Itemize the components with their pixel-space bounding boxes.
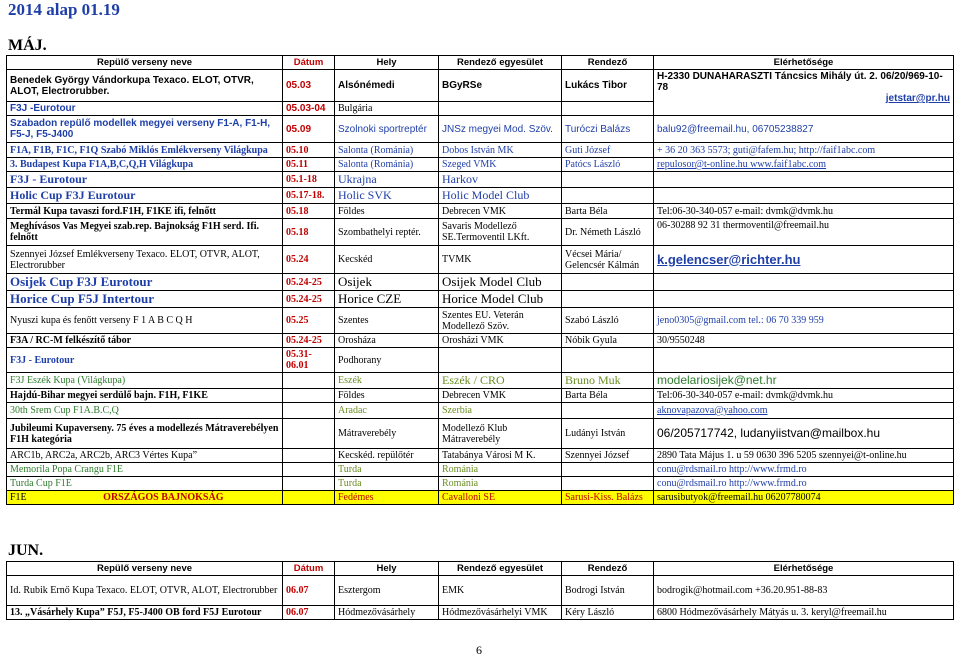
event-org: Lukács Tibor (562, 70, 654, 102)
event-club: Holic Model Club (439, 188, 562, 204)
event-contact (654, 291, 954, 308)
event-date (283, 389, 335, 403)
event-name: Nyuszi kupa és fenőtt verseny F 1 A B C Q H (7, 308, 283, 334)
event-date: 05.03-04 (283, 102, 335, 116)
event-org (562, 477, 654, 491)
event-place: Eszék (335, 373, 439, 389)
event-org (562, 348, 654, 373)
event-contact[interactable]: 6800 Hódmezővásárhely Mátyás u. 3. keryl@freemail.hu (654, 606, 954, 620)
event-name: Osijek Cup F3J Eurotour (7, 274, 283, 291)
event-org: Bruno Muk (562, 373, 654, 389)
event-name: Memorila Popa Crangu F1E (7, 463, 283, 477)
event-name: Termál Kupa tavaszi ford.F1H, F1KE ifi, felnőtt (7, 204, 283, 219)
table-row (7, 158, 954, 172)
event-org: Bodrogi István (562, 576, 654, 606)
event-club: EMK (439, 576, 562, 606)
event-name: Szabadon repülő modellek megyei verseny F1-A, F1-H, F5-J, F5-J400 (7, 116, 283, 143)
event-contact (654, 274, 954, 291)
event-date: 05.18 (283, 204, 335, 219)
header-name: Repülő verseny neve (7, 56, 283, 70)
event-contact[interactable]: balu92@freemail.hu, 06705238827 (654, 116, 954, 143)
event-contact[interactable]: + 36 20 363 5573; guti@fafem.hu; http://faif1abc.com (654, 143, 954, 158)
event-org: Kéry László (562, 606, 654, 620)
event-name: F3A / RC-M felkészítő tábor (7, 334, 283, 348)
event-club: TVMK (439, 246, 562, 274)
event-place: Alsónémedi (335, 70, 439, 102)
table-row (7, 308, 954, 334)
header-org: Rendező (562, 56, 654, 70)
event-contact[interactable]: k.gelencser@richter.hu (654, 246, 954, 274)
event-place: Bulgária (335, 102, 439, 116)
event-place: Földes (335, 389, 439, 403)
event-name: F1A, F1B, F1C, F1Q Szabó Miklós Emlékverseny Világkupa (7, 143, 283, 158)
event-org: Turóczi Balázs (562, 116, 654, 143)
event-club: Harkov (439, 172, 562, 188)
event-org: Barta Béla (562, 204, 654, 219)
event-club: Tatabánya Városi M K. (439, 449, 562, 463)
event-org: Barta Béla (562, 389, 654, 403)
header-place: Hely (335, 56, 439, 70)
event-date (283, 419, 335, 449)
event-name (7, 491, 283, 505)
table-row (7, 116, 954, 143)
event-place: Szentes (335, 308, 439, 334)
event-org: Szabó László (562, 308, 654, 334)
event-contact (654, 70, 954, 116)
event-date (283, 463, 335, 477)
table-row (7, 143, 954, 158)
event-place: Salonta (Románia) (335, 158, 439, 172)
event-club: Debrecen VMK (439, 204, 562, 219)
table-row (7, 576, 954, 606)
event-org: Dr. Németh László (562, 219, 654, 246)
event-club: Románia (439, 477, 562, 491)
header-contact: Elérhetősége (654, 56, 954, 70)
event-name: Jubileumi Kupaverseny. 75 éves a modellezés Mátraverebélyen F1H kategória (7, 419, 283, 449)
event-club: Savaris Modellező SE.Termoventil LKft. (439, 219, 562, 246)
event-org (562, 291, 654, 308)
event-place: Orosháza (335, 334, 439, 348)
event-club: Horice Model Club (439, 291, 562, 308)
table-row (7, 291, 954, 308)
contact-email-link[interactable]: jetstar@pr.hu (885, 93, 950, 104)
event-name: Turda Cup F1E (7, 477, 283, 491)
event-date (283, 491, 335, 505)
table-row (7, 389, 954, 403)
event-date: 05.17-18. (283, 188, 335, 204)
event-place: Osijek (335, 274, 439, 291)
event-contact[interactable]: repulosor@t-online.hu www.faif1abc.com (654, 158, 954, 172)
event-date: 05.31-06.01 (283, 348, 335, 373)
event-club: Modellező Klub Mátraverebély (439, 419, 562, 449)
event-place: Holic SVK (335, 188, 439, 204)
event-place: Szombathelyi reptér. (335, 219, 439, 246)
event-org: Vécsei Mária/ Gelencsér Kálmán (562, 246, 654, 274)
event-name: Holic Cup F3J Eurotour (7, 188, 283, 204)
header-date: Dátum (283, 56, 335, 70)
table-row (7, 606, 954, 620)
event-place: Hódmezővásárhely (335, 606, 439, 620)
event-contact[interactable]: bodrogik@hotmail.com +36.20.951-88-83 (654, 576, 954, 606)
event-place: Podhorany (335, 348, 439, 373)
table-row (7, 334, 954, 348)
event-org: Patócs László (562, 158, 654, 172)
event-contact[interactable]: conu@rdsmail.ro http://www.frmd.ro (654, 477, 954, 491)
event-date: 05.1-18 (283, 172, 335, 188)
event-date (283, 477, 335, 491)
event-date: 06.07 (283, 576, 335, 606)
event-contact[interactable]: Tel:06-30-340-057 e-mail: dvmk@dvmk.hu (654, 204, 954, 219)
month-heading-may: MÁJ. (8, 37, 47, 54)
table-row (7, 348, 954, 373)
event-contact[interactable]: jeno0305@gmail.com tel.: 06 70 339 959 (654, 308, 954, 334)
table-row (7, 172, 954, 188)
event-name: F3J - Eurotour (7, 348, 283, 373)
event-org: Szennyei József (562, 449, 654, 463)
event-club: Orosházi VMK (439, 334, 562, 348)
event-club: Szeged VMK (439, 158, 562, 172)
event-org (562, 403, 654, 419)
event-org (562, 274, 654, 291)
event-contact[interactable]: 2890 Tata Május 1. u 59 0630 396 5205 szennyei@t-online.hu (654, 449, 954, 463)
event-org (562, 188, 654, 204)
event-org: Guti József (562, 143, 654, 158)
event-date: 05.24-25 (283, 274, 335, 291)
event-name: Horice Cup F5J Intertour (7, 291, 283, 308)
header-club: Rendező egyesület (439, 562, 562, 576)
event-contact[interactable]: sarusibutyok@freemail.hu 06207780074 (654, 491, 954, 505)
table-row (7, 419, 954, 449)
page-title: 2014 alap 01.19 (8, 0, 120, 19)
event-contact[interactable]: conu@rdsmail.ro http://www.frmd.ro (654, 463, 954, 477)
event-date: 05.18 (283, 219, 335, 246)
event-contact: 30/9550248 (654, 334, 954, 348)
event-org: Nóbik Gyula (562, 334, 654, 348)
table-header-row (7, 56, 954, 70)
event-date (283, 373, 335, 389)
event-date (283, 403, 335, 419)
event-name: F3J -Eurotour (7, 102, 283, 116)
table-row (7, 70, 954, 102)
event-place: Földes (335, 204, 439, 219)
event-club: Hódmezővásárhelyi VMK (439, 606, 562, 620)
event-date: 05.24-25 (283, 291, 335, 308)
event-date: 05.03 (283, 70, 335, 102)
event-place: Turda (335, 463, 439, 477)
table-row (7, 188, 954, 204)
event-category: F1E (10, 492, 27, 503)
header-place: Hely (335, 562, 439, 576)
contact-address: H-2330 DUNAHARASZTI Táncsics Mihály út. 2. 06/20/969-10-78 (657, 71, 943, 93)
event-club: Cavalloni SE (439, 491, 562, 505)
event-date: 05.09 (283, 116, 335, 143)
table-row (7, 246, 954, 274)
event-place: Ukrajna (335, 172, 439, 188)
event-contact (654, 172, 954, 188)
event-name: Id. Rubik Ernő Kupa Texaco. ELOT, OTVR, ALOT, Electrorubber (7, 576, 283, 606)
event-club: Szentes EU. Veterán Modellező Szöv. (439, 308, 562, 334)
event-org: Ludányi István (562, 419, 654, 449)
event-name: Benedek György Vándorkupa Texaco. ELOT, OTVR, ALOT, Electrorubber. (7, 70, 283, 102)
header-org: Rendező (562, 562, 654, 576)
event-club: Szerbia (439, 403, 562, 419)
event-org (562, 463, 654, 477)
event-date (283, 449, 335, 463)
event-contact[interactable]: modelariosijek@net.hr (654, 373, 954, 389)
event-date: 05.10 (283, 143, 335, 158)
event-club (439, 102, 562, 116)
event-contact[interactable]: 06/205717742, ludanyiistvan@mailbox.hu (654, 419, 954, 449)
event-contact (654, 188, 954, 204)
table-row (7, 373, 954, 389)
event-contact (654, 348, 954, 373)
page-number: 6 (476, 643, 482, 657)
header-club: Rendező egyesület (439, 56, 562, 70)
event-club: Dobos István MK (439, 143, 562, 158)
june-table (6, 561, 954, 620)
event-date: 06.07 (283, 606, 335, 620)
event-club: Románia (439, 463, 562, 477)
event-name: Hajdú-Bihar megyei serdülő bajn. F1H, F1KE (7, 389, 283, 403)
event-name: F3J Eszék Kupa (Világkupa) (7, 373, 283, 389)
event-place: Szolnoki sportreptér (335, 116, 439, 143)
event-name: 3. Budapest Kupa F1A,B,C,Q,H Világkupa (7, 158, 283, 172)
table-header-row (7, 562, 954, 576)
event-place: Salonta (Románia) (335, 143, 439, 158)
event-contact[interactable]: 06-30288 92 31 thermoventil@freemail.hu (654, 219, 954, 246)
table-row (7, 449, 954, 463)
event-place: Mátraverebély (335, 419, 439, 449)
event-place: Kecskéd. repülőtér (335, 449, 439, 463)
event-club: JNSz megyei Mod. Szöv. (439, 116, 562, 143)
event-club: BGyRSe (439, 70, 562, 102)
event-club (439, 348, 562, 373)
event-place: Esztergom (335, 576, 439, 606)
event-name: Szennyei József Emlékverseny Texaco. ELOT, OTVR, ALOT, Electrorubber (7, 246, 283, 274)
event-club: Osijek Model Club (439, 274, 562, 291)
event-contact[interactable]: Tel:06-30-340-057 e-mail: dvmk@dvmk.hu (654, 389, 954, 403)
header-date: Dátum (283, 562, 335, 576)
event-date: 05.24-25 (283, 334, 335, 348)
table-row (7, 463, 954, 477)
event-place: Horice CZE (335, 291, 439, 308)
table-row (7, 204, 954, 219)
header-name: Repülő verseny neve (7, 562, 283, 576)
event-name: F3J - Eurotour (7, 172, 283, 188)
event-name: 30th Srem Cup F1A.B.C,Q (7, 403, 283, 419)
event-org (562, 172, 654, 188)
event-club: Debrecen VMK (439, 389, 562, 403)
event-title: ORSZÁGOS BAJNOKSÁG (103, 492, 224, 503)
event-club: Eszék / CRO (439, 373, 562, 389)
event-name: Meghívásos Vas Megyei szab.rep. Bajnokság F1H serd. Ifi. felnőtt (7, 219, 283, 246)
event-place: Kecskéd (335, 246, 439, 274)
event-place: Turda (335, 477, 439, 491)
event-org: Sarusi-Kiss. Balázs (562, 491, 654, 505)
table-row (7, 403, 954, 419)
month-heading-june: JUN. (8, 542, 44, 559)
table-row (7, 491, 954, 505)
table-row (7, 219, 954, 246)
table-row (7, 477, 954, 491)
may-table (6, 55, 954, 505)
header-contact: Elérhetősége (654, 562, 954, 576)
event-place: Fedémes (335, 491, 439, 505)
event-name: 13. „Vásárhely Kupa” F5J, F5-J400 OB ford F5J Eurotour (7, 606, 283, 620)
event-date: 05.11 (283, 158, 335, 172)
event-name: ARC1b, ARC2a, ARC2b, ARC3 Vértes Kupa” (7, 449, 283, 463)
event-place: Aradac (335, 403, 439, 419)
event-date: 05.24 (283, 246, 335, 274)
event-contact[interactable]: aknovapazova@yahoo.com (654, 403, 954, 419)
event-org (562, 102, 654, 116)
event-date: 05.25 (283, 308, 335, 334)
table-row (7, 274, 954, 291)
